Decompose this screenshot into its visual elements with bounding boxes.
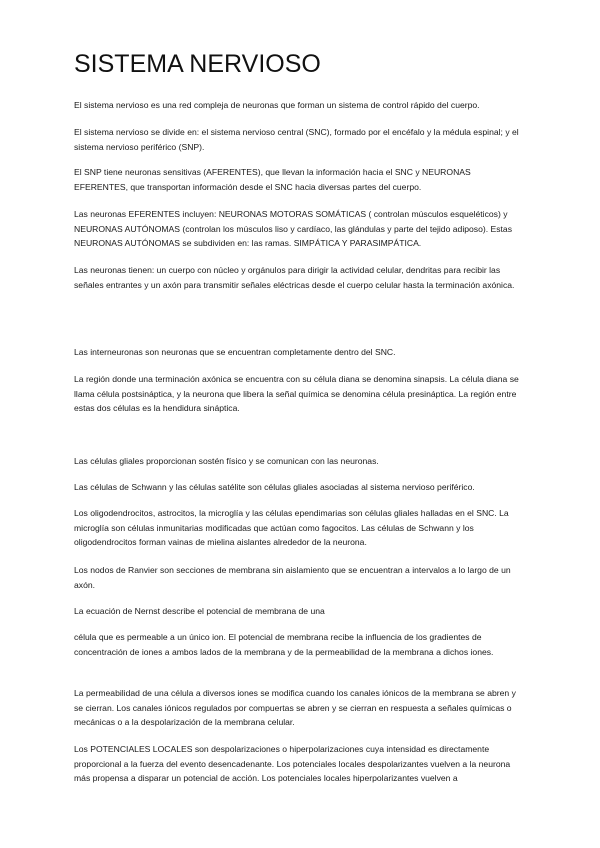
- paragraph-snp: El SNP tiene neuronas sensitivas (AFERENTES), que llevan la información hacia el SNC y NEURONAS EFERENTES, que transportan información desde el SNC hacia diversas partes del cuerpo.: [74, 167, 471, 192]
- paragraph-oligodendrocytes: Los oligodendrocitos, astrocitos, la microglía y las células ependimarias son células gliales halladas en el SNC. La microglía son células inmunitarias modificadas que actúan como fagocitos. Las células de Schwann y los oligodendrocitos forman vainas de mielina aislantes alrededor de la neurona.: [74, 508, 509, 547]
- paragraph-ranvier: Los nodos de Ranvier son secciones de membrana sin aislamiento que se encuentran a intervalos a lo largo de un axón.: [74, 565, 511, 590]
- paragraph-efferent: Las neuronas EFERENTES incluyen: NEURONAS MOTORAS SOMÁTICAS ( controlan músculos esqueléticos) y NEURONAS AUTÓNOMAS (controlan los músculos liso y cardíaco, las glándulas y parte del tejido adiposo). Estas NEURONAS AUTÓNOMAS se subdividen en: las ramas. SIMPÁTICA Y PARASIMPÁTICA.: [74, 209, 512, 248]
- paragraph-nernst-intro: La ecuación de Nernst describe el potencial de membrana de una: [74, 606, 325, 616]
- paragraph-schwann: Las células de Schwann y las células satélite son células gliales asociadas al sistema nervioso periférico.: [74, 482, 475, 492]
- paragraph-glial: Las células gliales proporcionan sostén físico y se comunican con las neuronas.: [74, 456, 379, 466]
- paragraph-intro: El sistema nervioso es una red compleja de neuronas que forman un sistema de control rápido del cuerpo.: [74, 100, 480, 110]
- paragraph-local-potentials: Los POTENCIALES LOCALES son despolarizaciones o hiperpolarizaciones cuya intensidad es directamente proporcional a la fuerza del evento desencadenante. Los potenciales locales despolarizantes vuelven a la neurona más propensa a disparar un potencial de acción. Los potenciales locales hiperpolarizantes vuelven a: [74, 744, 511, 783]
- paragraph-ion-channels: La permeabilidad de una célula a diversos iones se modifica cuando los canales iónicos de la membrana se abren y se cierran. Los canales iónicos regulados por compuertas se abren y se cierran en respuesta a señales químicas o mecánicas o a la despolarización de la membrana celular.: [74, 688, 516, 727]
- paragraph-synapse: La región donde una terminación axónica se encuentra con su célula diana se denomina sinapsis. La célula diana se llama célula postsináptica, y la neurona que libera la señal química se denomina célula presináptica. La región entre estas dos células es la hendidura sináptica.: [74, 374, 519, 413]
- paragraph-interneurons: Las interneuronas son neuronas que se encuentran completamente dentro del SNC.: [74, 347, 396, 357]
- paragraph-neuron-structure: Las neuronas tienen: un cuerpo con núcleo y orgánulos para dirigir la actividad celular, dendritas para recibir las señales entrantes y un axón para transmitir señales eléctricas desde el cuerpo celular hasta la terminación axónica.: [74, 265, 515, 290]
- paragraph-divisions: El sistema nervioso se divide en: el sistema nervioso central (SNC), formado por el encéfalo y la médula espinal; y el sistema nervioso periférico (SNP).: [74, 127, 519, 152]
- paragraph-nernst-detail: célula que es permeable a un único ion. El potencial de membrana recibe la influencia de los gradientes de concentración de iones a ambos lados de la membrana y de la permeabilidad de la membrana a dichos iones.: [74, 632, 494, 657]
- document-title: SISTEMA NERVIOSO: [74, 50, 321, 78]
